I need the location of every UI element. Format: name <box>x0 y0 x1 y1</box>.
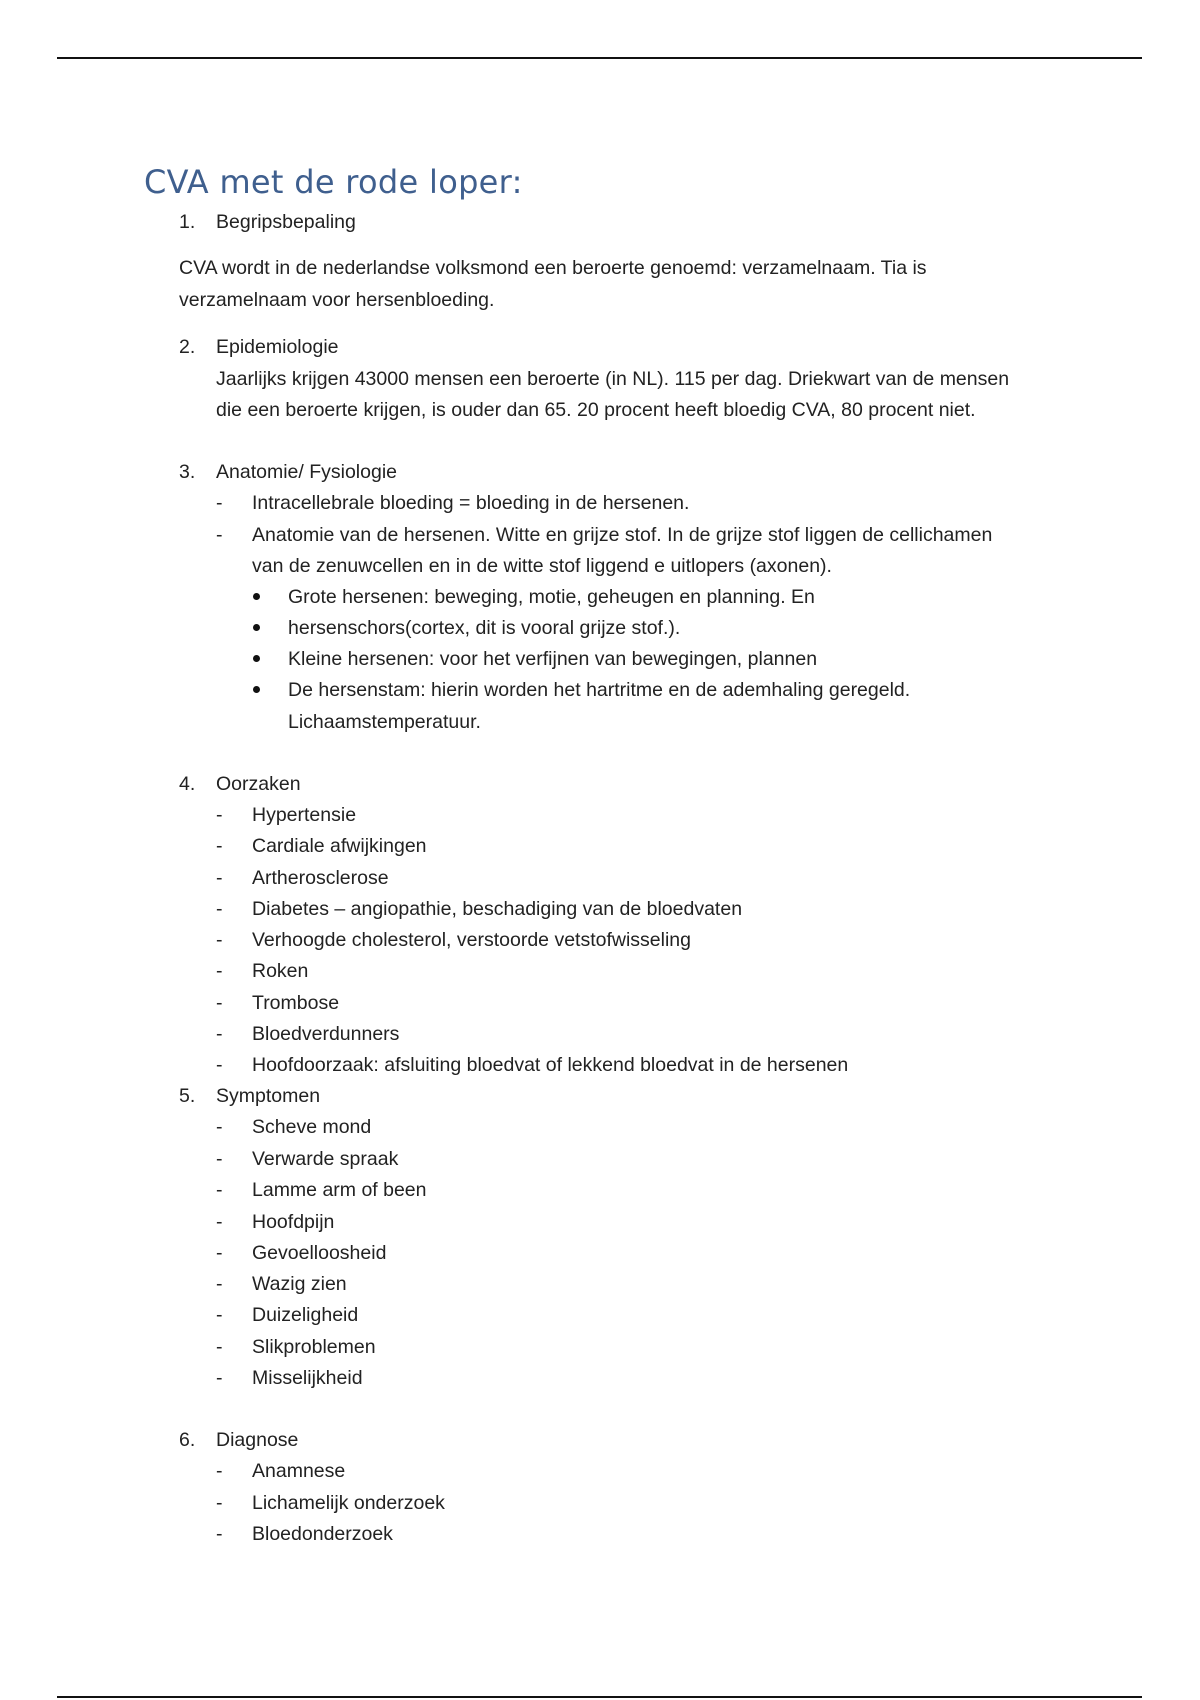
list-dash: - <box>216 804 223 826</box>
list-item: Bloedverdunners <box>252 1023 400 1045</box>
list-item: Hoofdoorzaak: afsluiting bloedvat of lekkend bloedvat in de hersenen <box>252 1054 849 1076</box>
bullet-item-continuation: Lichaamstemperatuur. <box>288 711 481 733</box>
list-item: Hoofdpijn <box>252 1211 335 1233</box>
list-dash: - <box>216 898 223 920</box>
header-rule <box>57 57 1142 59</box>
list-item: Artherosclerose <box>252 867 389 889</box>
section-heading-begripsbepaling: Begripsbepaling <box>216 211 356 233</box>
list-dash: - <box>216 929 223 951</box>
list-item: Cardiale afwijkingen <box>252 835 427 857</box>
bullet-item: hersenschors(cortex, dit is vooral grijze stof.). <box>288 617 681 639</box>
list-item: Roken <box>252 960 309 982</box>
list-item: Trombose <box>252 992 340 1014</box>
section-number: 4. <box>179 773 196 795</box>
list-dash: - <box>216 1460 223 1482</box>
section-number: 6. <box>179 1429 196 1451</box>
paragraph-line: verzamelnaam voor hersenbloeding. <box>179 289 495 311</box>
section-heading-anatomie: Anatomie/ Fysiologie <box>216 461 398 483</box>
document-title: CVA met de rode loper: <box>144 163 523 201</box>
list-dash: - <box>216 1179 223 1201</box>
list-item: Lichamelijk onderzoek <box>252 1492 445 1514</box>
list-item: Bloedonderzoek <box>252 1523 393 1545</box>
list-item: Intracellebrale bloeding = bloeding in de hersenen. <box>252 492 690 514</box>
section-heading-oorzaken: Oorzaken <box>216 773 301 795</box>
list-dash: - <box>216 1492 223 1514</box>
list-dash: - <box>216 1273 223 1295</box>
list-item: Gevoelloosheid <box>252 1242 387 1264</box>
list-item: Verhoogde cholesterol, verstoorde vetstofwisseling <box>252 929 691 951</box>
list-dash: - <box>216 1054 223 1076</box>
list-item: Scheve mond <box>252 1116 372 1138</box>
list-dash: - <box>216 1023 223 1045</box>
bullet-item: De hersenstam: hierin worden het hartritme en de ademhaling geregeld. <box>288 679 911 701</box>
section-number: 5. <box>179 1085 196 1107</box>
bullet-item: Kleine hersenen: voor het verfijnen van bewegingen, plannen <box>288 648 818 670</box>
list-item: Duizeligheid <box>252 1304 359 1326</box>
list-dash: - <box>216 1367 223 1389</box>
bullet-dot <box>253 624 260 631</box>
list-dash: - <box>216 1523 223 1545</box>
list-dash: - <box>216 1116 223 1138</box>
list-dash: - <box>216 992 223 1014</box>
list-dash: - <box>216 1211 223 1233</box>
list-dash: - <box>216 492 223 514</box>
list-item-continuation: van de zenuwcellen en in de witte stof liggend e uitlopers (axonen). <box>252 555 832 577</box>
list-item: Slikproblemen <box>252 1336 376 1358</box>
section-number: 1. <box>179 211 196 233</box>
list-item: Hypertensie <box>252 804 357 826</box>
bullet-item: Grote hersenen: beweging, motie, geheugen en planning. En <box>288 586 815 608</box>
paragraph-line: CVA wordt in de nederlandse volksmond een beroerte genoemd: verzamelnaam. Tia is <box>179 257 927 279</box>
bullet-dot <box>253 686 260 693</box>
list-dash: - <box>216 524 223 546</box>
list-item: Misselijkheid <box>252 1367 363 1389</box>
list-item: Anamnese <box>252 1460 346 1482</box>
list-item: Wazig zien <box>252 1273 347 1295</box>
list-dash: - <box>216 867 223 889</box>
section-heading-symptomen: Symptomen <box>216 1085 321 1107</box>
list-item: Verwarde spraak <box>252 1148 399 1170</box>
paragraph-line: die een beroerte krijgen, is ouder dan 65. 20 procent heeft bloedig CVA, 80 procent niet. <box>216 399 976 421</box>
paragraph-line: Jaarlijks krijgen 43000 mensen een beroerte (in NL). 115 per dag. Driekwart van de mensen <box>216 368 1010 390</box>
list-dash: - <box>216 1148 223 1170</box>
list-dash: - <box>216 1304 223 1326</box>
list-item: Diabetes – angiopathie, beschadiging van de bloedvaten <box>252 898 743 920</box>
list-item: Lamme arm of been <box>252 1179 427 1201</box>
bullet-dot <box>253 655 260 662</box>
section-heading-diagnose: Diagnose <box>216 1429 299 1451</box>
list-item: Anatomie van de hersenen. Witte en grijze stof. In de grijze stof liggen de cellichamen <box>252 524 993 546</box>
section-heading-epidemiologie: Epidemiologie <box>216 336 339 358</box>
list-dash: - <box>216 960 223 982</box>
bullet-dot <box>253 593 260 600</box>
list-dash: - <box>216 1336 223 1358</box>
section-number: 2. <box>179 336 196 358</box>
footer-rule <box>57 1696 1142 1698</box>
list-dash: - <box>216 835 223 857</box>
list-dash: - <box>216 1242 223 1264</box>
section-number: 3. <box>179 461 196 483</box>
